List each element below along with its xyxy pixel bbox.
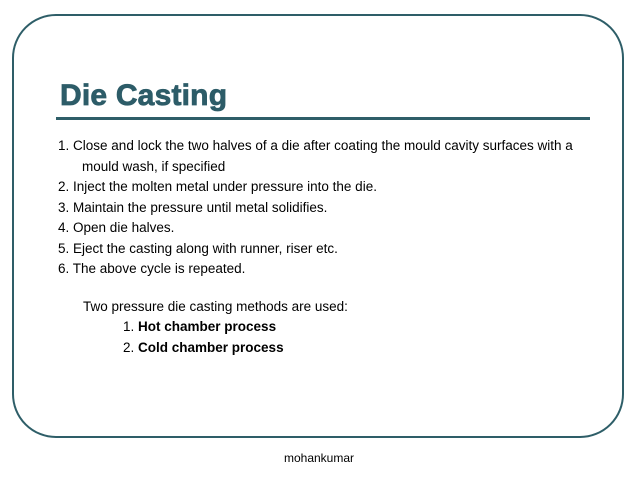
slide-title: Die Casting: [60, 79, 228, 112]
step-number: 2.: [58, 179, 70, 194]
step-number: 5.: [58, 240, 70, 256]
list-item: [58, 259, 588, 280]
methods-list: [123, 316, 284, 358]
step-number: 1.: [58, 138, 70, 153]
step-text: Inject the molten metal under pressure into the die.: [73, 179, 377, 194]
list-item: [58, 239, 588, 260]
step-text: Eject the casting along with runner, riser etc.: [73, 240, 338, 256]
step-number: 4.: [58, 220, 70, 235]
list-item: [58, 218, 588, 239]
list-item: [123, 337, 284, 358]
method-number: 1.: [123, 319, 135, 334]
list-item: [58, 136, 588, 177]
method-number: 2.: [123, 340, 135, 355]
step-text: The above cycle is repeated.: [72, 261, 246, 276]
step-number: 3.: [58, 199, 70, 215]
step-text: Close and lock the two halves of a die after coating the mould cavity surfaces with a mould wash, if specified: [73, 138, 573, 174]
step-number: 6.: [58, 261, 70, 276]
footer-author: mohankumar: [283, 451, 355, 465]
method-name: Cold chamber process: [138, 340, 284, 355]
list-item: [58, 198, 588, 219]
list-item: [58, 177, 588, 198]
step-text: Maintain the pressure until metal solidifies.: [73, 199, 328, 215]
steps-list: [58, 136, 588, 280]
step-text: Open die halves.: [73, 220, 175, 235]
list-item: [123, 316, 284, 337]
title-underline: [56, 117, 590, 120]
methods-intro: Two pressure die casting methods are used:: [83, 299, 348, 314]
method-name: Hot chamber process: [138, 319, 277, 334]
